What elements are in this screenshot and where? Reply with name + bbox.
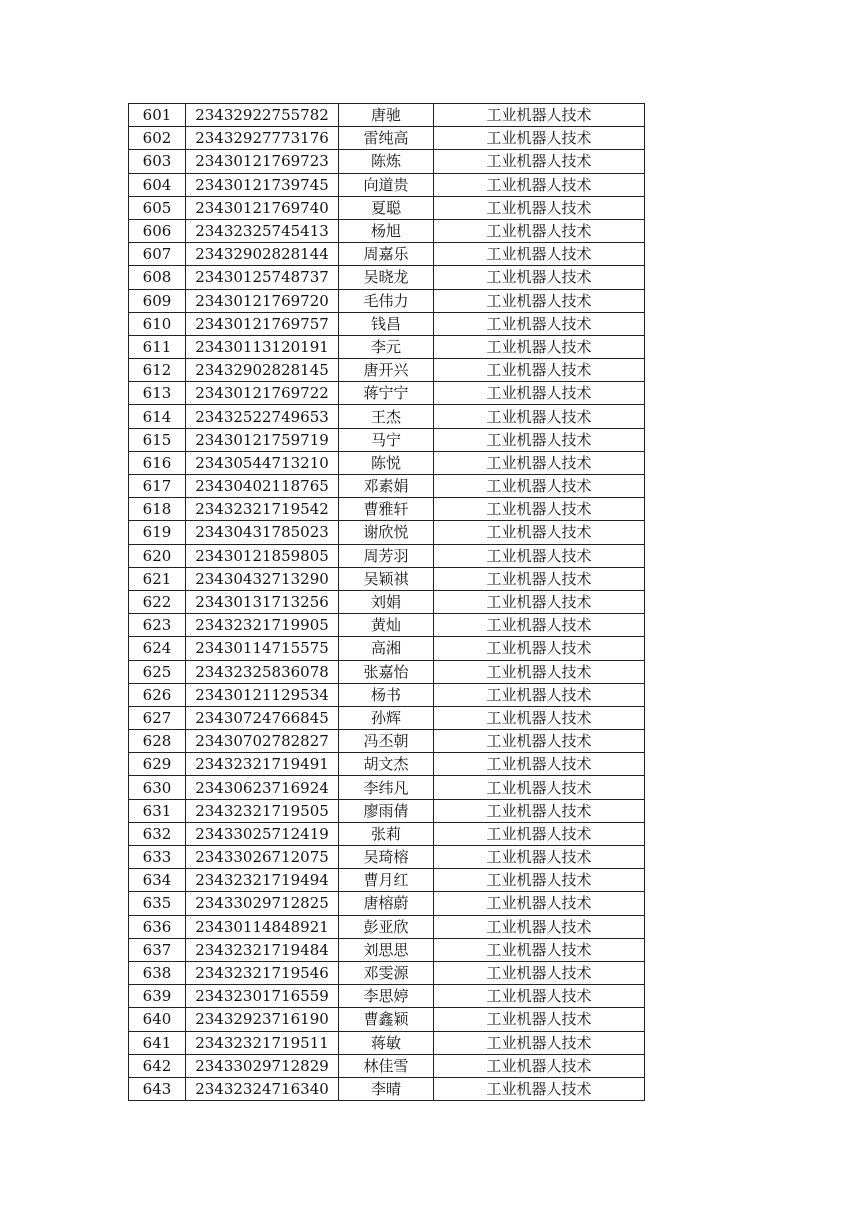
exam-id-cell: 23432522749653 (186, 405, 339, 428)
student-name-cell: 曹月红 (339, 869, 434, 892)
exam-id-cell: 23432922755782 (186, 104, 339, 127)
major-cell: 工业机器人技术 (434, 614, 645, 637)
row-number-cell: 616 (129, 451, 186, 474)
row-number-cell: 607 (129, 243, 186, 266)
student-name-cell: 张嘉怡 (339, 660, 434, 683)
row-number-cell: 630 (129, 776, 186, 799)
major-cell: 工业机器人技术 (434, 1077, 645, 1100)
row-number-cell: 625 (129, 660, 186, 683)
row-number-cell: 608 (129, 266, 186, 289)
table-row (129, 382, 645, 405)
exam-id-cell: 23432902828145 (186, 359, 339, 382)
row-number-cell: 613 (129, 382, 186, 405)
major-cell: 工业机器人技术 (434, 799, 645, 822)
exam-id-cell: 23430121769740 (186, 196, 339, 219)
table-row (129, 590, 645, 613)
table-row (129, 822, 645, 845)
row-number-cell: 615 (129, 428, 186, 451)
table-row (129, 614, 645, 637)
table-row (129, 1008, 645, 1031)
row-number-cell: 638 (129, 961, 186, 984)
exam-id-cell: 23430544713210 (186, 451, 339, 474)
table-row (129, 428, 645, 451)
table-row (129, 706, 645, 729)
row-number-cell: 601 (129, 104, 186, 127)
exam-id-cell: 23432301716559 (186, 985, 339, 1008)
exam-id-cell: 23433026712075 (186, 846, 339, 869)
table-row (129, 498, 645, 521)
exam-id-cell: 23430125748737 (186, 266, 339, 289)
exam-id-cell: 23432325836078 (186, 660, 339, 683)
table-row (129, 567, 645, 590)
exam-id-cell: 23433029712825 (186, 892, 339, 915)
exam-id-cell: 23430121769757 (186, 312, 339, 335)
table-row (129, 892, 645, 915)
table-row (129, 312, 645, 335)
table-row (129, 753, 645, 776)
row-number-cell: 643 (129, 1077, 186, 1100)
table-row (129, 776, 645, 799)
table-row (129, 544, 645, 567)
student-roster-table (128, 103, 645, 1101)
major-cell: 工业机器人技术 (434, 335, 645, 358)
exam-id-cell: 23430113120191 (186, 335, 339, 358)
table-row (129, 799, 645, 822)
row-number-cell: 639 (129, 985, 186, 1008)
major-cell: 工业机器人技术 (434, 776, 645, 799)
table-row (129, 289, 645, 312)
table-row (129, 359, 645, 382)
table-row (129, 521, 645, 544)
exam-id-cell: 23430432713290 (186, 567, 339, 590)
exam-id-cell: 23430121769722 (186, 382, 339, 405)
row-number-cell: 631 (129, 799, 186, 822)
student-name-cell: 唐驰 (339, 104, 434, 127)
student-name-cell: 张莉 (339, 822, 434, 845)
exam-id-cell: 23430114715575 (186, 637, 339, 660)
table-row (129, 1077, 645, 1100)
student-name-cell: 邓素娟 (339, 475, 434, 498)
exam-id-cell: 23432321719491 (186, 753, 339, 776)
student-name-cell: 毛伟力 (339, 289, 434, 312)
row-number-cell: 637 (129, 938, 186, 961)
row-number-cell: 606 (129, 219, 186, 242)
major-cell: 工业机器人技术 (434, 382, 645, 405)
row-number-cell: 628 (129, 730, 186, 753)
student-name-cell: 李元 (339, 335, 434, 358)
major-cell: 工业机器人技术 (434, 127, 645, 150)
table-row (129, 985, 645, 1008)
student-name-cell: 唐开兴 (339, 359, 434, 382)
exam-id-cell: 23430402118765 (186, 475, 339, 498)
exam-id-cell: 23432321719511 (186, 1031, 339, 1054)
row-number-cell: 641 (129, 1031, 186, 1054)
table-row (129, 219, 645, 242)
table-row (129, 660, 645, 683)
exam-id-cell: 23432321719905 (186, 614, 339, 637)
student-name-cell: 李思婷 (339, 985, 434, 1008)
student-name-cell: 吴琦榕 (339, 846, 434, 869)
student-name-cell: 彭亚欣 (339, 915, 434, 938)
exam-id-cell: 23433029712829 (186, 1054, 339, 1077)
student-name-cell: 冯丕朝 (339, 730, 434, 753)
major-cell: 工业机器人技术 (434, 475, 645, 498)
major-cell: 工业机器人技术 (434, 196, 645, 219)
row-number-cell: 611 (129, 335, 186, 358)
major-cell: 工业机器人技术 (434, 266, 645, 289)
exam-id-cell: 23430623716924 (186, 776, 339, 799)
major-cell: 工业机器人技术 (434, 405, 645, 428)
exam-id-cell: 23432321719546 (186, 961, 339, 984)
row-number-cell: 642 (129, 1054, 186, 1077)
student-name-cell: 高湘 (339, 637, 434, 660)
student-name-cell: 刘娟 (339, 590, 434, 613)
major-cell: 工业机器人技术 (434, 753, 645, 776)
roster-body (129, 104, 645, 1101)
student-name-cell: 邓雯源 (339, 961, 434, 984)
major-cell: 工业机器人技术 (434, 567, 645, 590)
student-name-cell: 刘思思 (339, 938, 434, 961)
table-row (129, 127, 645, 150)
major-cell: 工业机器人技术 (434, 428, 645, 451)
table-row (129, 869, 645, 892)
major-cell: 工业机器人技术 (434, 219, 645, 242)
row-number-cell: 634 (129, 869, 186, 892)
table-row (129, 173, 645, 196)
row-number-cell: 618 (129, 498, 186, 521)
student-name-cell: 吴颖祺 (339, 567, 434, 590)
major-cell: 工业机器人技术 (434, 173, 645, 196)
major-cell: 工业机器人技术 (434, 1008, 645, 1031)
row-number-cell: 629 (129, 753, 186, 776)
major-cell: 工业机器人技术 (434, 289, 645, 312)
major-cell: 工业机器人技术 (434, 706, 645, 729)
student-name-cell: 夏聪 (339, 196, 434, 219)
student-name-cell: 黄灿 (339, 614, 434, 637)
student-name-cell: 陈炼 (339, 150, 434, 173)
table-row (129, 915, 645, 938)
row-number-cell: 617 (129, 475, 186, 498)
row-number-cell: 620 (129, 544, 186, 567)
table-row (129, 405, 645, 428)
table-row (129, 938, 645, 961)
major-cell: 工业机器人技术 (434, 359, 645, 382)
exam-id-cell: 23430702782827 (186, 730, 339, 753)
major-cell: 工业机器人技术 (434, 451, 645, 474)
major-cell: 工业机器人技术 (434, 150, 645, 173)
exam-id-cell: 23430121129534 (186, 683, 339, 706)
table-row (129, 196, 645, 219)
major-cell: 工业机器人技术 (434, 892, 645, 915)
exam-id-cell: 23430121769720 (186, 289, 339, 312)
student-name-cell: 杨书 (339, 683, 434, 706)
student-name-cell: 孙辉 (339, 706, 434, 729)
row-number-cell: 612 (129, 359, 186, 382)
major-cell: 工业机器人技术 (434, 544, 645, 567)
major-cell: 工业机器人技术 (434, 938, 645, 961)
major-cell: 工业机器人技术 (434, 730, 645, 753)
row-number-cell: 609 (129, 289, 186, 312)
exam-id-cell: 23432923716190 (186, 1008, 339, 1031)
student-name-cell: 向道贵 (339, 173, 434, 196)
student-name-cell: 周芳羽 (339, 544, 434, 567)
major-cell: 工业机器人技术 (434, 961, 645, 984)
row-number-cell: 636 (129, 915, 186, 938)
exam-id-cell: 23430121859805 (186, 544, 339, 567)
exam-id-cell: 23430121769723 (186, 150, 339, 173)
exam-id-cell: 23432325745413 (186, 219, 339, 242)
row-number-cell: 610 (129, 312, 186, 335)
student-name-cell: 李纬凡 (339, 776, 434, 799)
student-name-cell: 林佳雪 (339, 1054, 434, 1077)
row-number-cell: 621 (129, 567, 186, 590)
student-name-cell: 唐榕蔚 (339, 892, 434, 915)
table-row (129, 243, 645, 266)
major-cell: 工业机器人技术 (434, 243, 645, 266)
major-cell: 工业机器人技术 (434, 312, 645, 335)
exam-id-cell: 23432321719484 (186, 938, 339, 961)
table-row (129, 451, 645, 474)
exam-id-cell: 23432321719505 (186, 799, 339, 822)
row-number-cell: 603 (129, 150, 186, 173)
student-name-cell: 周嘉乐 (339, 243, 434, 266)
major-cell: 工业机器人技术 (434, 590, 645, 613)
student-name-cell: 杨旭 (339, 219, 434, 242)
table-row (129, 335, 645, 358)
major-cell: 工业机器人技术 (434, 915, 645, 938)
row-number-cell: 632 (129, 822, 186, 845)
major-cell: 工业机器人技术 (434, 521, 645, 544)
major-cell: 工业机器人技术 (434, 104, 645, 127)
row-number-cell: 604 (129, 173, 186, 196)
student-name-cell: 蒋宁宁 (339, 382, 434, 405)
table-row (129, 104, 645, 127)
table-row (129, 961, 645, 984)
major-cell: 工业机器人技术 (434, 1054, 645, 1077)
table-row (129, 846, 645, 869)
row-number-cell: 605 (129, 196, 186, 219)
row-number-cell: 622 (129, 590, 186, 613)
row-number-cell: 619 (129, 521, 186, 544)
major-cell: 工业机器人技术 (434, 660, 645, 683)
row-number-cell: 624 (129, 637, 186, 660)
student-name-cell: 廖雨倩 (339, 799, 434, 822)
major-cell: 工业机器人技术 (434, 846, 645, 869)
row-number-cell: 614 (129, 405, 186, 428)
student-name-cell: 陈悦 (339, 451, 434, 474)
student-name-cell: 钱昌 (339, 312, 434, 335)
student-name-cell: 曹雅轩 (339, 498, 434, 521)
row-number-cell: 602 (129, 127, 186, 150)
row-number-cell: 626 (129, 683, 186, 706)
major-cell: 工业机器人技术 (434, 498, 645, 521)
row-number-cell: 635 (129, 892, 186, 915)
exam-id-cell: 23432902828144 (186, 243, 339, 266)
exam-id-cell: 23433025712419 (186, 822, 339, 845)
student-name-cell: 蒋敏 (339, 1031, 434, 1054)
student-name-cell: 曹鑫颖 (339, 1008, 434, 1031)
exam-id-cell: 23432324716340 (186, 1077, 339, 1100)
student-name-cell: 马宁 (339, 428, 434, 451)
table-row (129, 475, 645, 498)
row-number-cell: 623 (129, 614, 186, 637)
student-name-cell: 李晴 (339, 1077, 434, 1100)
student-name-cell: 谢欣悦 (339, 521, 434, 544)
table-row (129, 1031, 645, 1054)
table-row (129, 1054, 645, 1077)
row-number-cell: 640 (129, 1008, 186, 1031)
table-row (129, 683, 645, 706)
exam-id-cell: 23432927773176 (186, 127, 339, 150)
exam-id-cell: 23430131713256 (186, 590, 339, 613)
table-row (129, 730, 645, 753)
major-cell: 工业机器人技术 (434, 1031, 645, 1054)
major-cell: 工业机器人技术 (434, 985, 645, 1008)
major-cell: 工业机器人技术 (434, 869, 645, 892)
exam-id-cell: 23430121759719 (186, 428, 339, 451)
exam-id-cell: 23430431785023 (186, 521, 339, 544)
exam-id-cell: 23430724766845 (186, 706, 339, 729)
exam-id-cell: 23432321719494 (186, 869, 339, 892)
table-row (129, 266, 645, 289)
student-name-cell: 吴晓龙 (339, 266, 434, 289)
major-cell: 工业机器人技术 (434, 683, 645, 706)
exam-id-cell: 23430121739745 (186, 173, 339, 196)
student-name-cell: 王杰 (339, 405, 434, 428)
row-number-cell: 627 (129, 706, 186, 729)
exam-id-cell: 23432321719542 (186, 498, 339, 521)
exam-id-cell: 23430114848921 (186, 915, 339, 938)
major-cell: 工业机器人技术 (434, 637, 645, 660)
major-cell: 工业机器人技术 (434, 822, 645, 845)
student-name-cell: 胡文杰 (339, 753, 434, 776)
table-row (129, 150, 645, 173)
student-name-cell: 雷纯高 (339, 127, 434, 150)
table-row (129, 637, 645, 660)
row-number-cell: 633 (129, 846, 186, 869)
